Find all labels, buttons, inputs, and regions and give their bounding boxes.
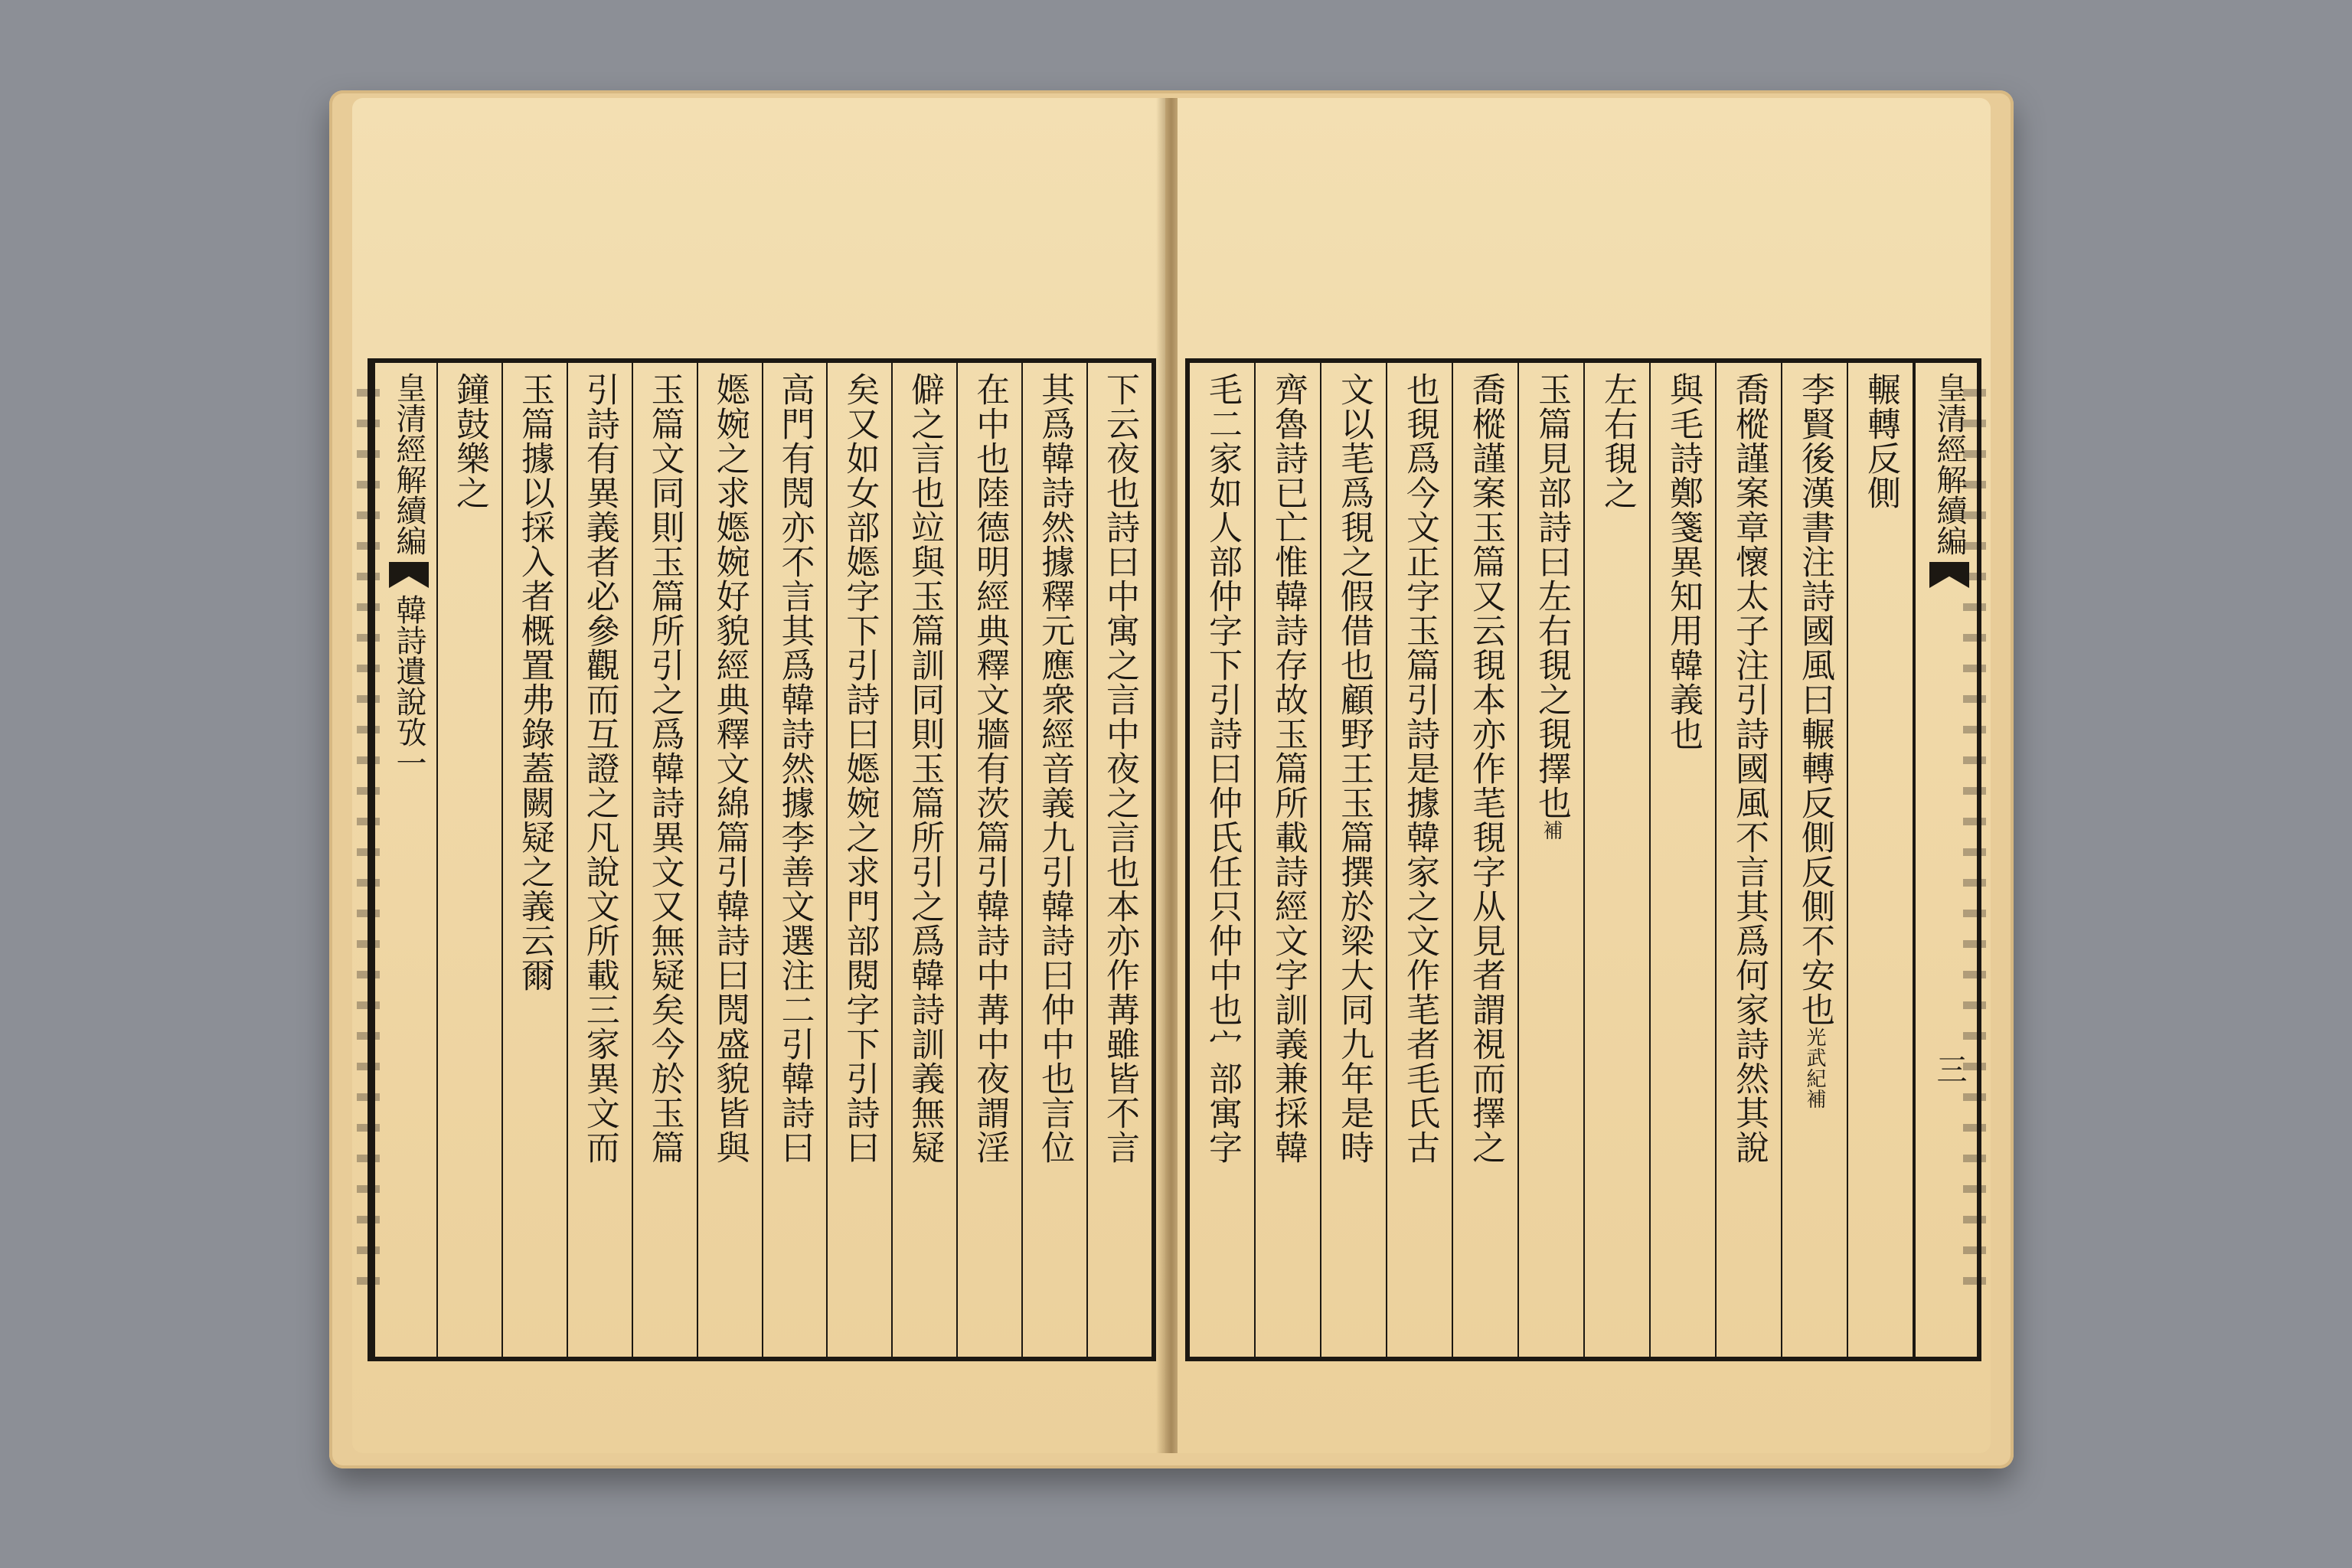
right-col-6-note: 補 xyxy=(1540,820,1563,841)
open-book xyxy=(329,90,2014,1468)
left-col-6: 高門有閌亦不言其爲韓詩然據李善文選注二引韓詩曰 xyxy=(762,363,827,1357)
right-col-4: 與毛詩鄭箋異知用韓義也 xyxy=(1649,363,1715,1357)
right-page xyxy=(1178,98,1991,1453)
right-col-7: 喬樅謹案玉篇又云覒本亦作芼覒字从見者謂視而擇之 xyxy=(1452,363,1517,1357)
right-col-11: 毛二家如人部仲字下引詩曰仲氏任只仲中也宀部寓字 xyxy=(1203,372,1242,1165)
left-col-5: 矣又如女部嫕字下引詩曰嫕婉之求門部閱字下引詩曰 xyxy=(826,363,891,1357)
right-col-2-note: 光武紀補 xyxy=(1803,1027,1826,1109)
left-page xyxy=(352,98,1165,1453)
fish-tail-mark-icon xyxy=(1929,562,1969,588)
right-col-2-text: 李賢後漢書注詩國風曰輾轉反側反側不安也 xyxy=(1795,372,1834,1027)
left-margin-column xyxy=(372,363,436,1357)
right-col-5: 左右覒之 xyxy=(1583,363,1649,1357)
right-col-2 xyxy=(1781,363,1847,1357)
right-col-10: 齊魯詩已亡惟韓詩存故玉篇所載詩經文字訓義兼採韓 xyxy=(1254,363,1320,1357)
left-page-frame xyxy=(368,358,1156,1361)
fish-tail-mark-icon xyxy=(389,562,429,588)
right-col-6 xyxy=(1517,363,1583,1357)
left-col-9: 引詩有異義者必參觀而互證之凡說文所載三家異文而 xyxy=(567,363,632,1357)
right-col-1: 輾轉反側 xyxy=(1847,363,1913,1357)
left-col-8: 玉篇文同則玉篇所引之爲韓詩異文又無疑矣今於玉篇 xyxy=(632,363,697,1357)
right-col-9: 文以芼爲覒之假借也顧野王玉篇撰於梁大同九年是時 xyxy=(1320,363,1386,1357)
left-margin-section: 韓詩遺說攷一 xyxy=(391,594,427,778)
right-page-columns xyxy=(1190,363,1977,1357)
right-margin-column xyxy=(1913,363,1977,1357)
left-margin-title: 皇清經解續編 xyxy=(391,372,427,556)
left-col-11: 鐘鼓樂之 xyxy=(436,363,501,1357)
left-col-2: 其爲韓詩然據釋元應衆經音義九引韓詩曰仲中也言位 xyxy=(1021,363,1086,1357)
right-col-3: 喬樅謹案章懷太子注引詩國風不言其爲何家詩然其說 xyxy=(1715,363,1781,1357)
left-col-10: 玉篇據以採入者概置弗錄蓋闕疑之義云爾 xyxy=(501,363,567,1357)
left-page-columns xyxy=(372,363,1152,1357)
right-page-number: 三 xyxy=(1932,1054,1967,1084)
left-col-1: 下云夜也詩曰中寓之言中夜之言也本亦作冓雖皆不言 xyxy=(1086,363,1152,1357)
right-col-6-text: 玉篇見部詩曰左右覒之覒擇也 xyxy=(1532,372,1571,820)
right-page-frame xyxy=(1185,358,1981,1361)
left-col-4: 僻之言也竝與玉篇訓同則玉篇所引之爲韓詩訓義無疑 xyxy=(891,363,956,1357)
right-col-8: 也覒爲今文正字玉篇引詩是據韓家之文作芼者毛氏古 xyxy=(1386,363,1452,1357)
right-margin-title: 皇清經解續編 xyxy=(1932,372,1967,556)
left-col-3: 在中也陸德明經典釋文牆有茨篇引韓詩中冓中夜謂淫 xyxy=(956,363,1021,1357)
left-col-7: 嫕婉之求嫕婉好貌經典釋文綿篇引韓詩曰閌盛貌皆與 xyxy=(697,363,762,1357)
